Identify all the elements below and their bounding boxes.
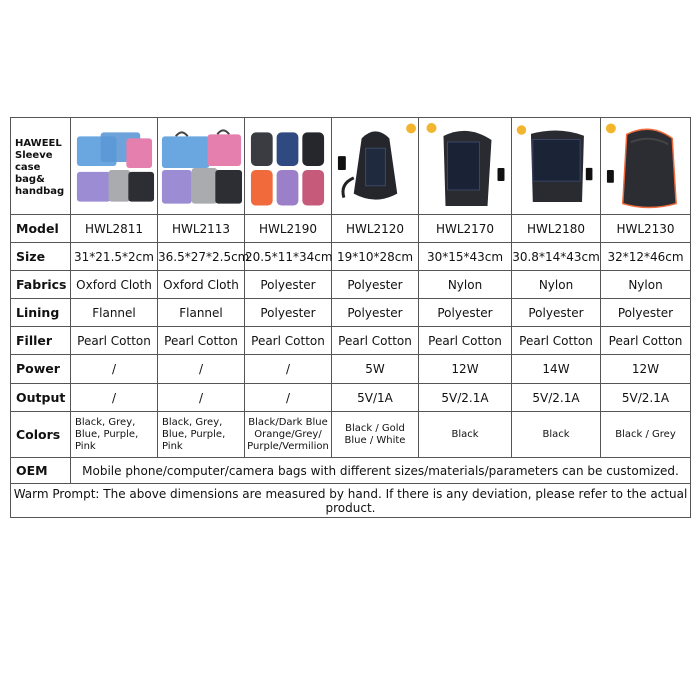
product-image-hwl2180 [512,118,601,215]
solar-business-backpack-icon [512,118,600,214]
product-image-hwl2170 [419,118,512,215]
product-image-hwl2113 [158,118,245,215]
spec-table [10,117,691,518]
product-image-hwl2190 [245,118,332,215]
product-image-hwl2130 [601,118,691,215]
row-power: Power / / / 5W 12W 14W 12W [11,355,691,384]
sleeve-bags-icon [71,118,157,214]
row-warm-prompt [11,484,691,518]
hardshell-backpack-icon [601,118,690,214]
row-size: Size 31*21.5*2cm 36.5*27*2.5cm 20.5*11*34cm 19*10*28cm 30*15*43cm 30.8*14*43cm 32*12*46cm [11,243,691,271]
row-oem: OEM Mobile phone/computer/camera bags with different sizes/materials/parameters can be customized. [11,458,691,484]
product-image-hwl2120 [332,118,419,215]
row-model: Model HWL2811 HWL2113 HWL2190 HWL2120 HWL2170 HWL2180 HWL2130 [11,215,691,243]
row-fabrics: Fabrics Oxford Cloth Oxford Cloth Polyester Polyester Nylon Nylon Nylon [11,271,691,299]
solar-sling-bag-icon [332,118,418,214]
product-image-hwl2811 [71,118,158,215]
slim-backpacks-icon [245,118,331,214]
row-colors: Colors Black, Grey, Blue, Purple, Pink Black, Grey, Blue, Purple, Pink Black/Dark Blue Orange/Grey/ Purple/Vermilion Black / Gold Blue / White Black Black Black / Grey [11,412,691,458]
row-output: Output / / / 5V/1A 5V/2.1A 5V/2.1A 5V/2.1A [11,384,691,412]
image-row [11,118,691,215]
oem-note: Mobile phone/computer/camera bags with different sizes/materials/parameters can be customized. [71,458,691,484]
handbags-icon [158,118,244,214]
row-lining: Lining Flannel Flannel Polyester Polyester Polyester Polyester Polyester [11,299,691,327]
warm-prompt: Warm Prompt: The above dimensions are measured by hand. If there is any deviation, please refer to the actual product. [11,484,691,518]
brand-label: HAWEEL Sleeve case bag& handbag [11,118,71,215]
solar-backpack-icon [419,118,511,214]
row-filler: Filler Pearl Cotton Pearl Cotton Pearl Cotton Pearl Cotton Pearl Cotton Pearl Cotton Pearl Cotton [11,327,691,355]
